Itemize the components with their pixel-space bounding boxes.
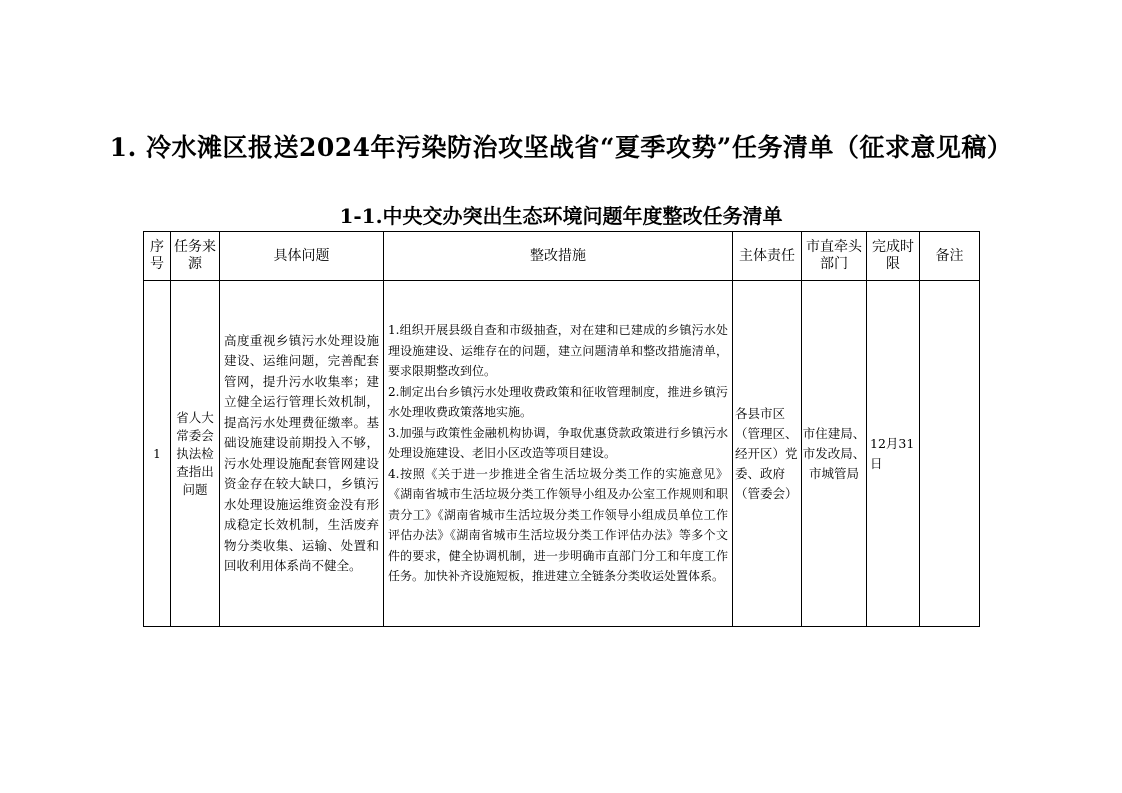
cell-remarks — [920, 281, 980, 627]
header-issue: 具体问题 — [220, 232, 384, 281]
measure-item: 2.制定出台乡镇污水处理收费政策和征收管理制度，推进乡镇污水处理收费政策落地实施。 — [388, 384, 728, 420]
header-measures: 整改措施 — [384, 232, 733, 281]
cell-deadline: 12月31日 — [867, 281, 920, 627]
header-responsibility: 主体责任 — [733, 232, 802, 281]
cell-lead-dept: 市住建局、市发改局、市城管局 — [802, 281, 867, 627]
measure-item: 3.加强与政策性金融机构协调，争取优惠贷款政策进行乡镇污水处理设施建设、老旧小区改造等项目建设。 — [388, 425, 728, 461]
cell-source: 省人大常委会执法检查指出问题 — [171, 281, 220, 627]
cell-seq: 1 — [144, 281, 171, 627]
header-seq: 序号 — [144, 232, 171, 281]
header-deadline: 完成时限 — [867, 232, 920, 281]
cell-responsibility: 各县市区（管理区、经开区）党委、政府（管委会） — [733, 281, 802, 627]
task-table — [143, 231, 980, 627]
cell-measures — [384, 281, 733, 627]
header-source: 任务来源 — [171, 232, 220, 281]
document-title: 1. 冷水滩区报送2024年污染防治攻坚战省“夏季攻势”任务清单（征求意见稿） — [109, 133, 1013, 162]
table-header-row — [144, 232, 980, 281]
cell-issue: 高度重视乡镇污水处理设施建设、运维问题，完善配套管网，提升污水收集率；建立健全运行管理长效机制，提高污水处理费征缴率。基础设施建设前期投入不够，污水处理设施配套管网建设资金存在较大缺口，乡镇污水处理设施运维资金没有形成稳定长效机制，生活废弃物分类收集、运输、处置和回收利用体系尚不健全。 — [220, 281, 384, 627]
header-remarks: 备注 — [920, 232, 980, 281]
measure-item: 4.按照《关于进一步推进全省生活垃圾分类工作的实施意见》《湖南省城市生活垃圾分类工作领导小组及办公室工作规则和职责分工》《湖南省城市生活垃圾分类工作领导小组成员单位工作评估办法》《湖南省城市生活垃圾分类工作评估办法》等多个文件的要求，健全协调机制，进一步明确市直部门分工和年度工作任务。加快补齐设施短板，推进建立全链条分类收运处置体系。 — [388, 466, 728, 584]
measure-item: 1.组织开展县级自查和市级抽查，对在建和已建成的乡镇污水处理设施建设、运维存在的问题，建立问题清单和整改措施清单，要求限期整改到位。 — [388, 323, 728, 379]
table-subtitle: 1-1.中央交办突出生态环境问题年度整改任务清单 — [339, 204, 783, 228]
table-row — [144, 281, 980, 627]
header-lead-dept: 市直牵头部门 — [802, 232, 867, 281]
